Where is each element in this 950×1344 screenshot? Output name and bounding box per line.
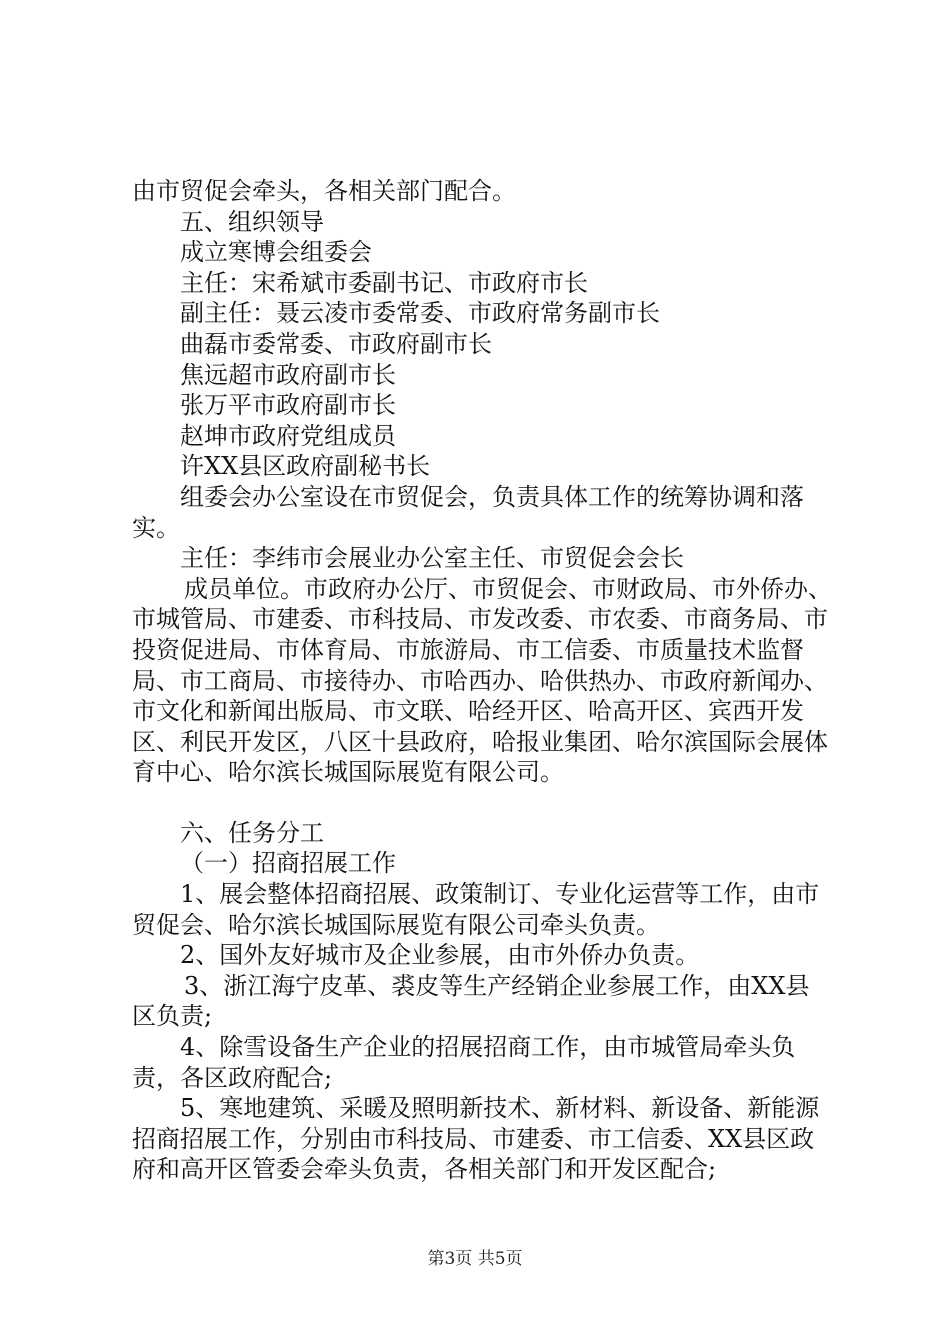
list-item: 3、浙江海宁皮革、裘皮等生产经销企业参展工作，由XX县区负责; <box>132 971 810 1031</box>
text-line: 曲磊市委常委、市政府副市长 <box>180 329 492 358</box>
body-text <box>132 176 832 1185</box>
list-item: 1、展会整体招商招展、政策制订、专业化运营等工作，由市贸促会、哈尔滨长城国际展览有限公司牵头负责。 <box>132 880 820 939</box>
list-item: 2、国外友好城市及企业参展，由市外侨办负责。 <box>180 941 700 970</box>
subsection-heading: （一）招商招展工作 <box>180 849 396 878</box>
text-line: 许XX县区政府副秘书长 <box>180 452 431 481</box>
text-line: 主任：宋希斌市委副书记、市政府市长 <box>180 268 588 297</box>
text-line: 由市贸促会牵头，各相关部门配合。 <box>132 177 516 205</box>
paragraph: 成员单位。市政府办公厅、市贸促会、市财政局、市外侨办、市城管局、市建委、市科技局、市发改委、市农委、市商务局、市投资促进局、市体育局、市旅游局、市工信委、市质量技术监督局、市工商局、市接待办、市哈西办、哈供热办、市政府新闻办、市文化和新闻出版局、市文联、哈经开区、哈高开区、宾西开发区、利民开发区，八区十县政府，哈报业集团、哈尔滨国际会展体育中心、哈尔滨长城国际展览有限公司。 <box>132 574 832 787</box>
text-line: 主任：李纬市会展业办公室主任、市贸促会会长 <box>180 544 684 573</box>
paragraph: 组委会办公室设在市贸促会，负责具体工作的统筹协调和落实。 <box>132 482 804 542</box>
list-item: 4、除雪设备生产企业的招展招商工作，由市城管局牵头负责，各区政府配合; <box>132 1033 796 1092</box>
text-line: 副主任：聂云凌市委常委、市政府常务副市长 <box>180 299 660 328</box>
text-line: 赵坤市政府党组成员 <box>180 421 396 450</box>
text-line: 成立寒博会组委会 <box>180 238 372 267</box>
page-number: 第3页 共5页 <box>427 1249 523 1269</box>
section-heading: 五、组织领导 <box>180 207 324 236</box>
text-line: 张万平市政府副市长 <box>180 391 396 420</box>
text-line: 焦远超市政府副市长 <box>180 360 396 389</box>
spacer <box>132 788 832 818</box>
section-heading: 六、任务分工 <box>180 818 324 847</box>
list-item: 5、寒地建筑、采暖及照明新技术、新材料、新设备、新能源招商招展工作，分别由市科技局、市建委、市工信委、XX县区政府和高开区管委会牵头负责，各相关部门和开发区配合; <box>132 1094 820 1184</box>
